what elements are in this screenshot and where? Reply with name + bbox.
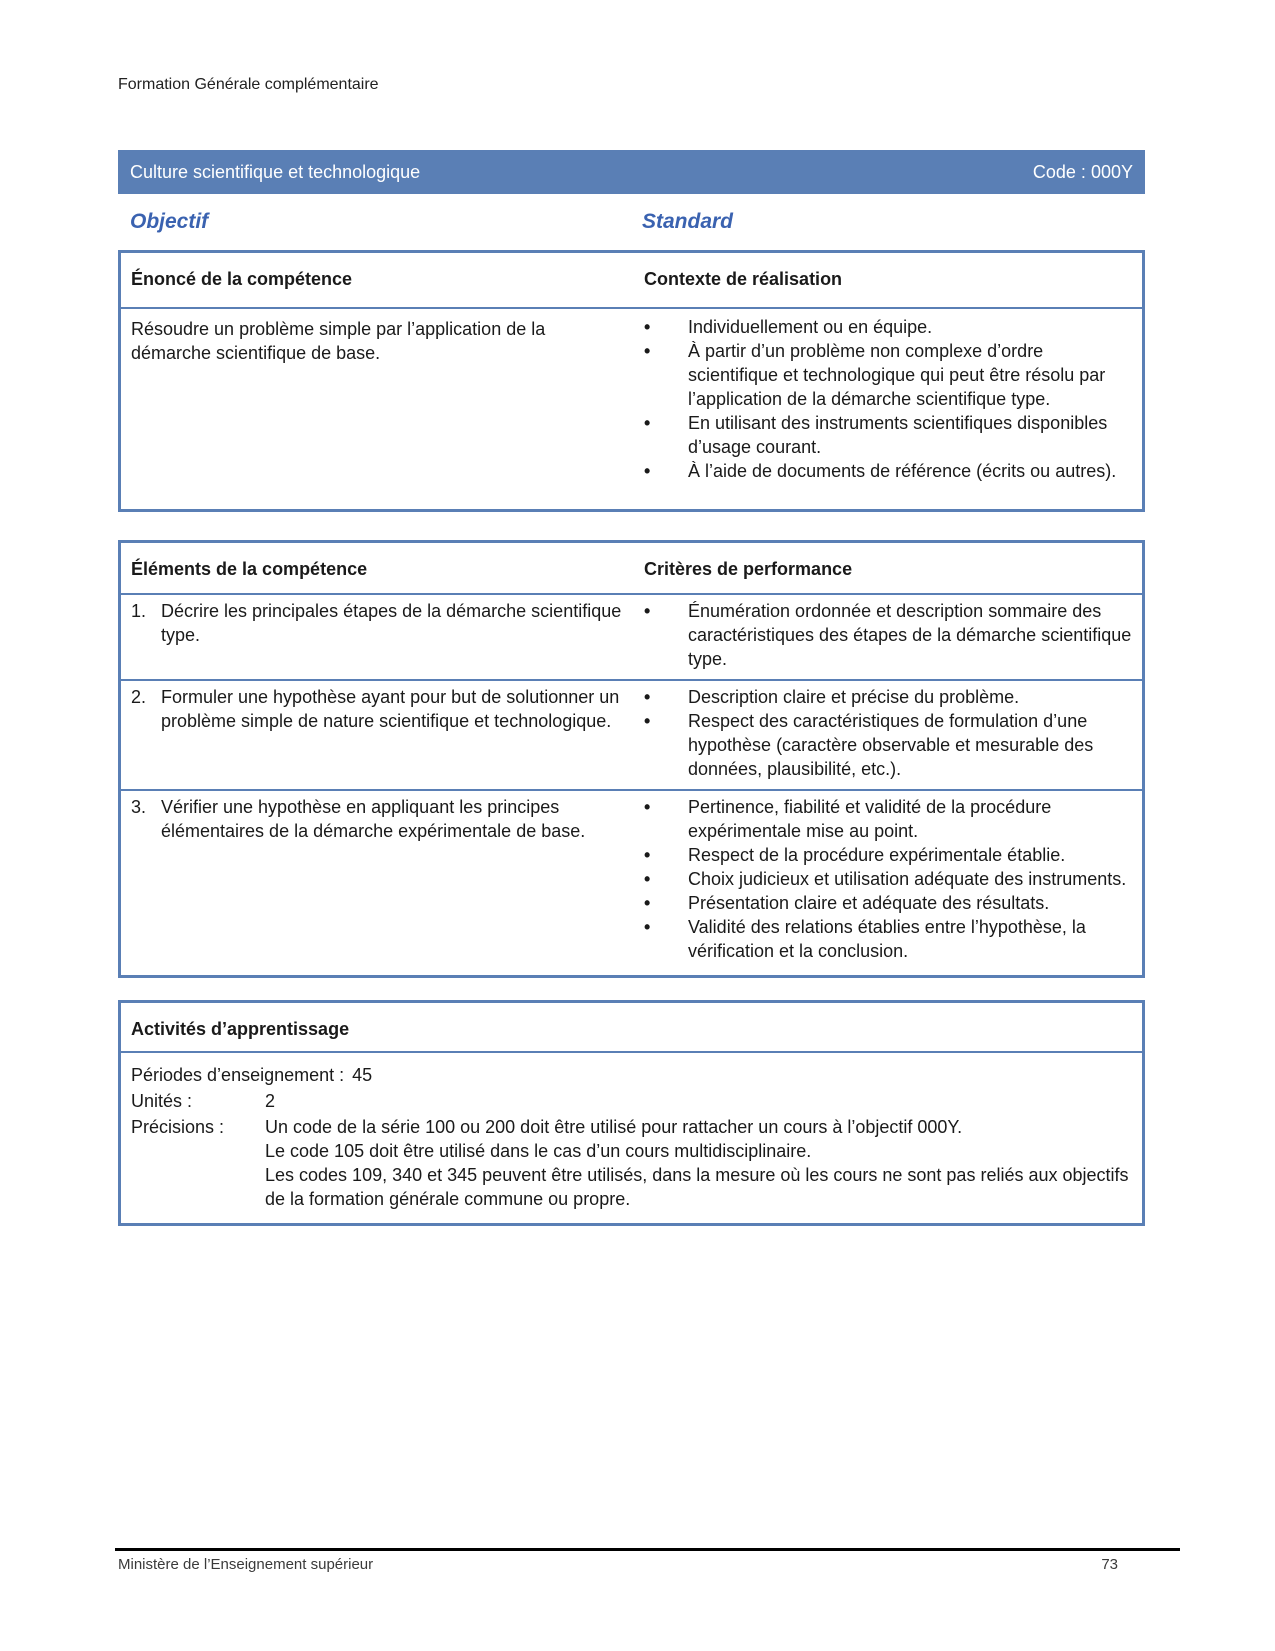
unites-label: Unités : <box>131 1091 193 1111</box>
list-item: • Respect de la procédure expérimentale établie. <box>644 843 1132 867</box>
title-bar <box>118 150 1145 194</box>
list-item: • Pertinence, fiabilité et validité de la procédure expérimentale mise au point. <box>644 795 1132 843</box>
precisions-row <box>131 1115 1132 1211</box>
code-value: 000Y <box>1090 161 1133 182</box>
elements-table <box>118 540 1145 978</box>
list-item: • Individuellement ou en équipe. <box>644 315 1132 339</box>
unites-row <box>131 1089 1132 1113</box>
table-row <box>120 790 1144 976</box>
element-text: Formuler une hypothèse ayant pour but de solutionner un problème simple de nature scientifique et technologique. <box>161 686 620 731</box>
element-number: 3. <box>131 797 147 818</box>
competence-table <box>118 250 1145 512</box>
periodes-label: Périodes d’enseignement : <box>131 1065 345 1085</box>
list-item: • À l’aide de documents de référence (écrits ou autres). <box>644 459 1132 483</box>
code-label: Code : <box>1032 161 1086 182</box>
table-row <box>120 594 1144 680</box>
list-item: • Choix judicieux et utilisation adéquate des instruments. <box>644 867 1132 891</box>
list-item: • Description claire et précise du problème. <box>644 685 1132 709</box>
footer-ministry: Ministère de l’Enseignement supérieur <box>118 1556 374 1573</box>
precisions-text <box>265 1115 1132 1211</box>
course-code <box>1033 162 1133 183</box>
list-item: • Validité des relations établies entre l’hypothèse, la vérification et la conclusion. <box>644 915 1132 963</box>
unites-value: 2 <box>265 1091 276 1111</box>
precisions-label: Précisions : <box>131 1117 225 1137</box>
precision-line: Les codes 109, 340 et 345 peuvent être utilisés, dans la mesure où les cours ne sont pas reliés aux objectifs de la formation générale commune ou propre. <box>265 1165 1129 1209</box>
list-item: • En utilisant des instruments scientifiques disponibles d’usage courant. <box>644 411 1132 459</box>
elements-header: Éléments de la compétence <box>120 542 635 595</box>
element-text: Décrire les principales étapes de la démarche scientifique type. <box>161 601 622 646</box>
list-item: • À partir d’un problème non complexe d’ordre scientifique et technologique qui peut être résolu par l’application de la démarche scientifique type. <box>644 339 1132 411</box>
criteres-header: Critères de performance <box>634 542 1144 595</box>
page-header: Formation Générale complémentaire <box>118 76 379 93</box>
precision-line: Le code 105 doit être utilisé dans le cas d’un cours multidisciplinaire. <box>265 1141 812 1161</box>
page-footer <box>118 1556 1118 1573</box>
element-number: 1. <box>131 601 147 622</box>
contexte-list <box>644 315 1132 483</box>
element-text: Vérifier une hypothèse en appliquant les principes élémentaires de la démarche expérimentale de base. <box>161 797 586 842</box>
footer-rule <box>115 1548 1180 1551</box>
enonce-header: Énoncé de la compétence <box>120 252 635 309</box>
periodes-row <box>131 1063 1132 1087</box>
enonce-text: Résoudre un problème simple par l’application de la démarche scientifique de base. <box>120 308 635 510</box>
list-item: • Énumération ordonnée et description sommaire des caractéristiques des étapes de la démarche scientifique type. <box>644 599 1132 671</box>
objectif-standard-row <box>130 210 1140 234</box>
course-title: Culture scientifique et technologique <box>130 161 421 182</box>
element-number: 2. <box>131 686 147 707</box>
activites-table <box>118 1000 1145 1226</box>
list-item: • Respect des caractéristiques de formulation d’une hypothèse (caractère observable et mesurable des données, plausibilité, etc.). <box>644 709 1132 781</box>
list-item: • Présentation claire et adéquate des résultats. <box>644 891 1132 915</box>
table-row <box>120 680 1144 791</box>
criteres-list <box>644 599 1132 671</box>
activites-header: Activités d’apprentissage <box>120 1002 1144 1053</box>
objectif-label: Objectif <box>130 210 209 233</box>
periodes-value: 45 <box>352 1065 373 1085</box>
contexte-header: Contexte de réalisation <box>634 252 1144 309</box>
standard-label: Standard <box>642 210 734 233</box>
criteres-list <box>644 795 1132 963</box>
page-number: 73 <box>1101 1556 1118 1573</box>
precision-line: Un code de la série 100 ou 200 doit être utilisé pour rattacher un cours à l’objectif 000Y. <box>265 1117 963 1137</box>
criteres-list <box>644 685 1132 781</box>
